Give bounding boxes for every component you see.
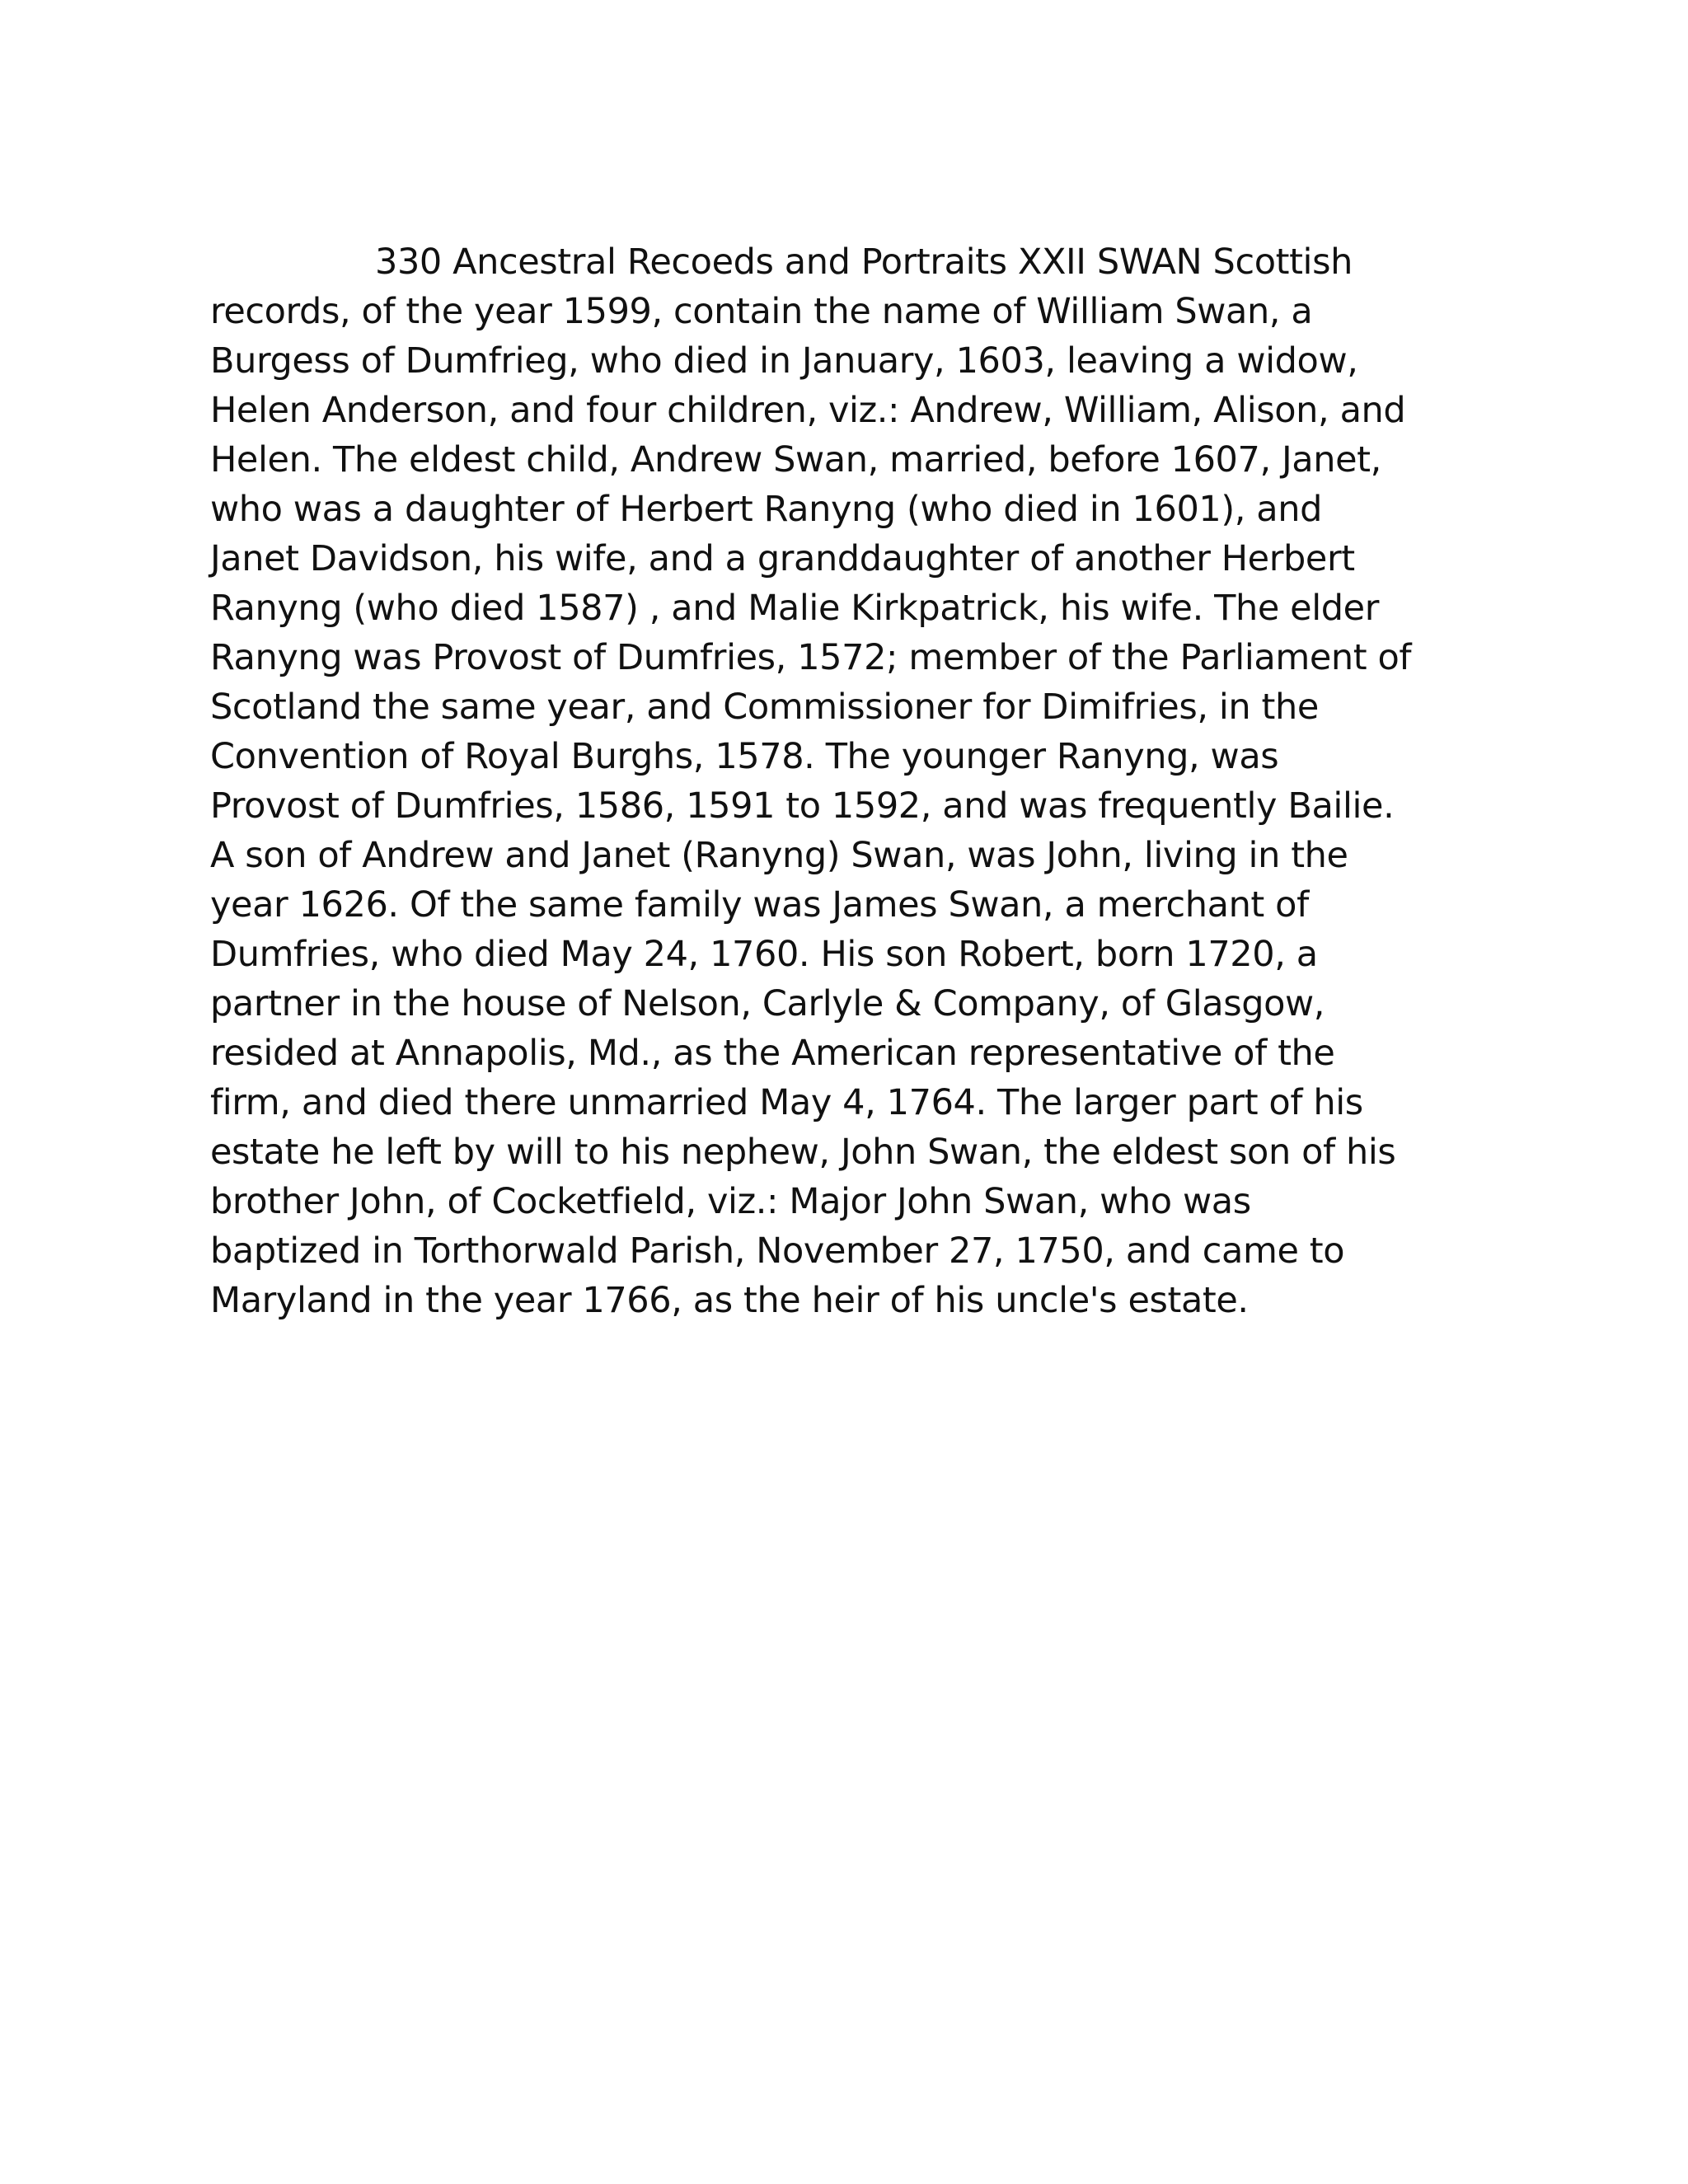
paragraph-line: Janet Davidson, his wife, and a granddaughter of another Herbert	[210, 538, 1355, 579]
paragraph-line: who was a daughter of Herbert Ranyng (who died in 1601), and	[210, 489, 1322, 530]
paragraph-line: 330 Ancestral Recoeds and Portraits XXII SWAN Scottish	[375, 241, 1353, 283]
paragraph-line: Burgess of Dumfrieg, who died in January, 1603, leaving a widow,	[210, 340, 1358, 382]
paragraph-line: firm, and died there unmarried May 4, 1764. The larger part of his	[210, 1082, 1363, 1123]
paragraph-line: records, of the year 1599, contain the name of William Swan, a	[210, 291, 1313, 332]
paragraph-line: partner in the house of Nelson, Carlyle & Company, of Glasgow,	[210, 983, 1325, 1024]
paragraph-line: resided at Annapolis, Md., as the American representative of the	[210, 1033, 1335, 1074]
paragraph-line: Dumfries, who died May 24, 1760. His son Robert, born 1720, a	[210, 934, 1318, 975]
paragraph-line: estate he left by will to his nephew, John Swan, the eldest son of his	[210, 1132, 1396, 1173]
paragraph-line: year 1626. Of the same family was James Swan, a merchant of	[210, 884, 1309, 926]
paragraph-line: Helen Anderson, and four children, viz.: Andrew, William, Alison, and	[210, 390, 1406, 431]
paragraph-line: baptized in Torthorwald Parish, November 27, 1750, and came to	[210, 1230, 1345, 1272]
paragraph-line: Scotland the same year, and Commissioner for Dimifries, in the	[210, 687, 1319, 728]
paragraph-line: Maryland in the year 1766, as the heir of his uncle's estate.	[210, 1280, 1249, 1321]
paragraph-line: Provost of Dumfries, 1586, 1591 to 1592, and was frequently Bailie.	[210, 785, 1395, 827]
paragraph-line: Ranyng was Provost of Dumfries, 1572; member of the Parliament of	[210, 637, 1412, 678]
paragraph-line: Helen. The eldest child, Andrew Swan, married, before 1607, Janet,	[210, 439, 1381, 480]
paragraph-line: Convention of Royal Burghs, 1578. The younger Ranyng, was	[210, 736, 1279, 777]
body-paragraph	[210, 237, 1496, 1325]
paragraph-line: Ranyng (who died 1587) , and Malie Kirkpatrick, his wife. The elder	[210, 588, 1380, 629]
paragraph-line: A son of Andrew and Janet (Ranyng) Swan, was John, living in the	[210, 835, 1348, 876]
paragraph-line: brother John, of Cocketfield, viz.: Major John Swan, who was	[210, 1181, 1251, 1222]
